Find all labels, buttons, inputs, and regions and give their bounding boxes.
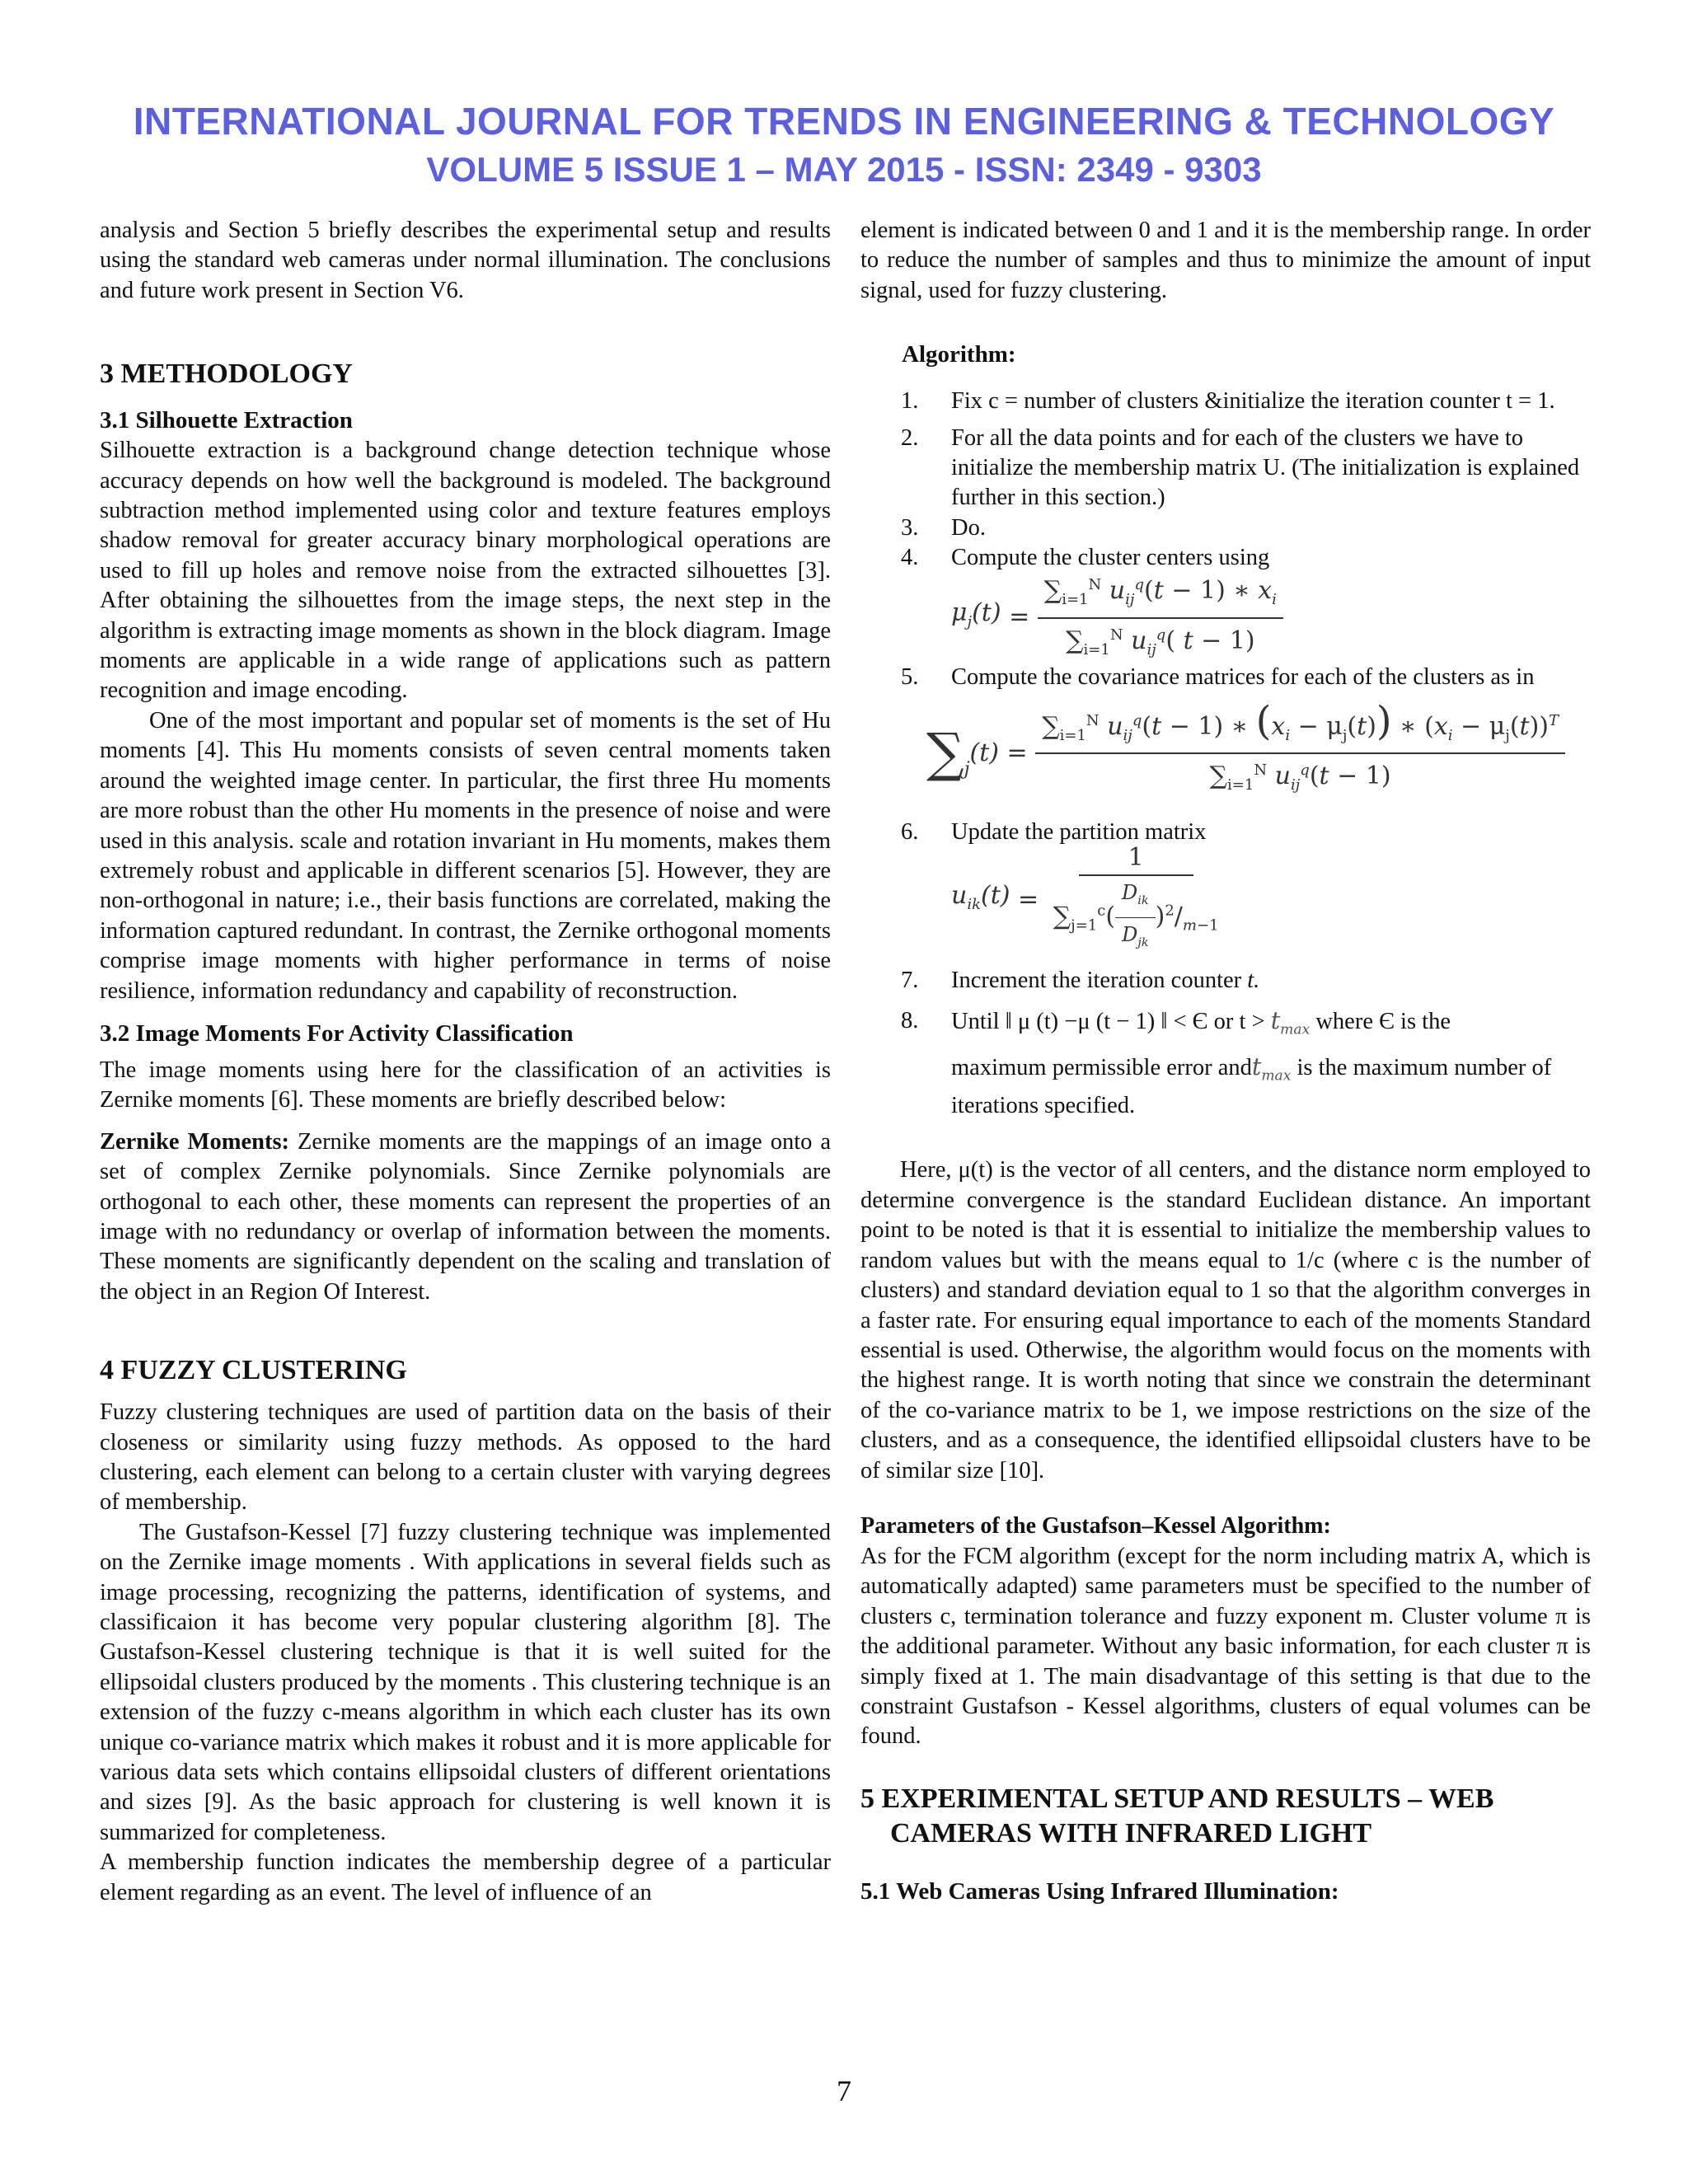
right-intro-paragraph: element is indicated between 0 and 1 and it is the membership range. In order to reduce the number of samples and thus to minimize the amount of input signal, used for fuzzy clustering. <box>860 218 1591 303</box>
page-number: 7 <box>837 2074 851 2107</box>
covariance-formula: ∑ $_j$ (t) = $\frac{\sum_{i=1}^N u_{ij}^q(t - 1) ∗ (x_i - \mu_j(t)) ∗ (x_i - \mu_j(t))^T}{\sum_{i=1}^N u_{ij}^q(t - 1)}$ <box>926 697 1591 809</box>
section-3-2-heading: 3.2 Image Moments For Activity Classification <box>100 1019 574 1047</box>
section-4-heading: 4 FUZZY CLUSTERING <box>100 1355 407 1386</box>
right-column <box>860 216 1591 1907</box>
section-4-paragraph-2: The Gustafson-Kessel [7] fuzzy clustering technique was implemented on the Zernike image moments . With applications in several fields such as image processing, recognizing the patterns, identification of systems, and classificaion it has become very popular clustering algorithm [8]. The Gustafson-Kessel clustering technique is that it is well suited for the ellipsoidal clusters produced by the moments . This clustering technique is an extension of the fuzzy c-means algorithm in which each cluster has its own unique co-variance matrix which makes it robust and it is more applicable for various data sets which contains ellipsoidal clusters of different orientations and sizes [9]. As the basic approach for clustering is well known it is summarized for completeness. <box>100 1519 831 1845</box>
parameters-paragraph: As for the FCM algorithm (except for the norm including matrix A, which is automatically adapted) same parameters must be specified to the number of clusters c, termination tolerance and fuzzy exponent m. Cluster volume π is the additional parameter. Without any basic information, for each cluster π is simply fixed at 1. The main disadvantage of this setting is that due to the constraint Gustafson - Kessel algorithms, clusters of equal volumes can be found. <box>860 1543 1591 1750</box>
section-3-1-paragraph-1: Silhouette extraction is a background change detection technique whose accuracy depends on how well the background is modeled. The background subtraction method implemented using color and texture features employs shadow removal for greater accuracy binary morphological operations are used to fill up holes and remove noise from the extracted silhouettes [3]. After obtaining the silhouettes from the image steps, the next step in the algorithm is extracting image moments as shown in the block diagram. Image moments are applicable in a wide range of applications such as pattern recognition and image encoding. <box>100 438 831 704</box>
intro-paragraph: analysis and Section 5 briefly describes the experimental setup and results using the standard web cameras under normal illumination. The conclusions and future work present in Section V6. <box>100 218 831 303</box>
section-3-heading: 3 METHODOLOGY <box>100 359 353 390</box>
journal-title: INTERNATIONAL JOURNAL FOR TRENDS IN ENGINEERING & TECHNOLOGY <box>133 100 1555 143</box>
zernike-paragraph <box>100 1127 831 1307</box>
journal-header <box>0 97 1688 193</box>
algorithm-step-1: 1. Fix c = number of clusters &initialize the iteration counter t = 1. <box>901 388 1555 415</box>
convergence-paragraph: Here, μ(t) is the vector of all centers, and the distance norm employed to determine convergence is the standard Euclidean distance. An important point to be noted is that it is essential to initialize the membership values to random values but with the means equal to 1/c (where c is the number of clusters) and standard deviation equal to 1 so that the algorithm converges in a faster rate. For ensuring equal importance to each of the moments Standard essential is used. Otherwise, the algorithm would focus on the moments with the highest range. It is worth noting that since we constrain the determinant of the co-variance matrix to be 1, we impose restrictions on the size of the clusters, and as a consequence, the identified ellipsoidal clusters have to be of similar size [10]. <box>860 1157 1591 1483</box>
section-3-1-paragraph-2: One of the most important and popular set of moments is the set of Hu moments [4]. This Hu moments consists of seven central moments taken around the weighted image center. In particular, the first three Hu moments are more robust than the other Hu moments in the presence of noise and were used in this analysis. scale and rotation invariant in Hu moments, makes them extremely robust and applicable in different scenarios [5]. However, they are non-orthogonal in nature; i.e., their basis functions are correlated, making the information captured redundant. In contrast, the Zernike orthogonal moments comprise image moments with higher performance in terms of noise resilience, information redundancy and capability of reconstruction. <box>100 707 831 1004</box>
cluster-center-formula: $\mu_j(t)$ = $\frac{\sum_{i=1}^N u_{ij}^q(t - 1) ∗ x_i}{\sum_{i=1}^N u_{ij}^q( t - 1)}$ <box>951 579 1591 658</box>
left-column <box>100 216 831 1908</box>
zernike-label: Zernike Moments: <box>100 1128 290 1155</box>
section-4-paragraph-1: Fuzzy clustering techniques are used of partition data on the basis of their closeness or similarity using fuzzy methods. As opposed to the hard clustering, each element can belong to a certain cluster with varying degrees of membership. <box>100 1399 831 1516</box>
section-3-2-paragraph: The image moments using here for the classification of an activities is Zernike moments [6]. These moments are briefly described below: <box>100 1057 831 1113</box>
algorithm-steps <box>860 387 1591 1121</box>
section-3-1-heading: 3.1 Silhouette Extraction <box>100 407 353 434</box>
partition-matrix-formula: $u_{ik}(t)$ = 1 $\sum_{j=1}^c$( $\frac{D_{ik}}{D_{jk}}$ )$^2/_{m-1}$ <box>951 842 1219 949</box>
section-5-1-heading: 5.1 Web Cameras Using Infrared Illumination: <box>860 1877 1339 1905</box>
section-5-heading: 5 EXPERIMENTAL SETUP AND RESULTS – WEB CAMERAS WITH INFRARED LIGHT <box>860 1783 1494 1849</box>
algorithm-step-4: 4. Compute the cluster centers using $\mu_j(t)$ = $\frac{\sum_{i=1}^N u_{ij}^q(t - 1) ∗ x_i}{\sum_{i=1}^N u_{ij}^q( t - 1)}$ <box>860 543 1591 657</box>
journal-issue: VOLUME 5 ISSUE 1 – MAY 2015 - ISSN: 2349 - 9303 <box>426 150 1262 189</box>
parameters-heading: Parameters of the Gustafson–Kessel Algorithm: <box>860 1512 1331 1539</box>
section-4-paragraph-3: A membership function indicates the membership degree of a particular element regarding as an event. The level of influence of an <box>100 1849 831 1905</box>
algorithm-step-5: 5. Compute the covariance matrices for each of the clusters as in ∑ $_j$ (t) = $\frac{\sum_{i=1}^N u_{ij}^q(t - 1) ∗ (x_i - \mu_j(t)) ∗ (x_i - \mu_j(t))^T}{\sum_{i=1}^N u_{ij}^q(t - 1)}$ <box>860 663 1591 809</box>
algorithm-step-7: 7. Increment the iteration counter t. <box>901 968 1260 994</box>
algorithm-step-6: 6. Update the partition matrix $u_{ik}(t)$ = 1 $\sum_{j=1}^c$( $\frac{D_{ik}}{D_{jk}}$ )$^2/_{m-1}$ <box>860 818 1591 949</box>
algorithm-step-8: 8. Until ‖ μ (t) −μ (t − 1) ‖ < Є or $t > t_{max}$ where Є is the maximum permissible error andt$_{max}$ is the maximum number of iterations specified. <box>901 1006 1552 1119</box>
algorithm-step-2: 2. For all the data points and for each of the clusters we have to initialize the membership matrix U. (The initialization is explained further in this section.) <box>901 424 1580 511</box>
algorithm-heading: Algorithm: <box>902 341 1016 368</box>
zernike-text: Zernike moments are the mappings of an image onto a set of complex Zernike polynomials. Since Zernike polynomials are orthogonal to each other, these moments can represent the properties of an image with no redundancy or overlap of information between the moments. These moments are significantly dependent on the scaling and translation of the object in an Region Of Interest. <box>100 1128 831 1305</box>
algorithm-step-3: 3. Do. <box>901 514 986 541</box>
